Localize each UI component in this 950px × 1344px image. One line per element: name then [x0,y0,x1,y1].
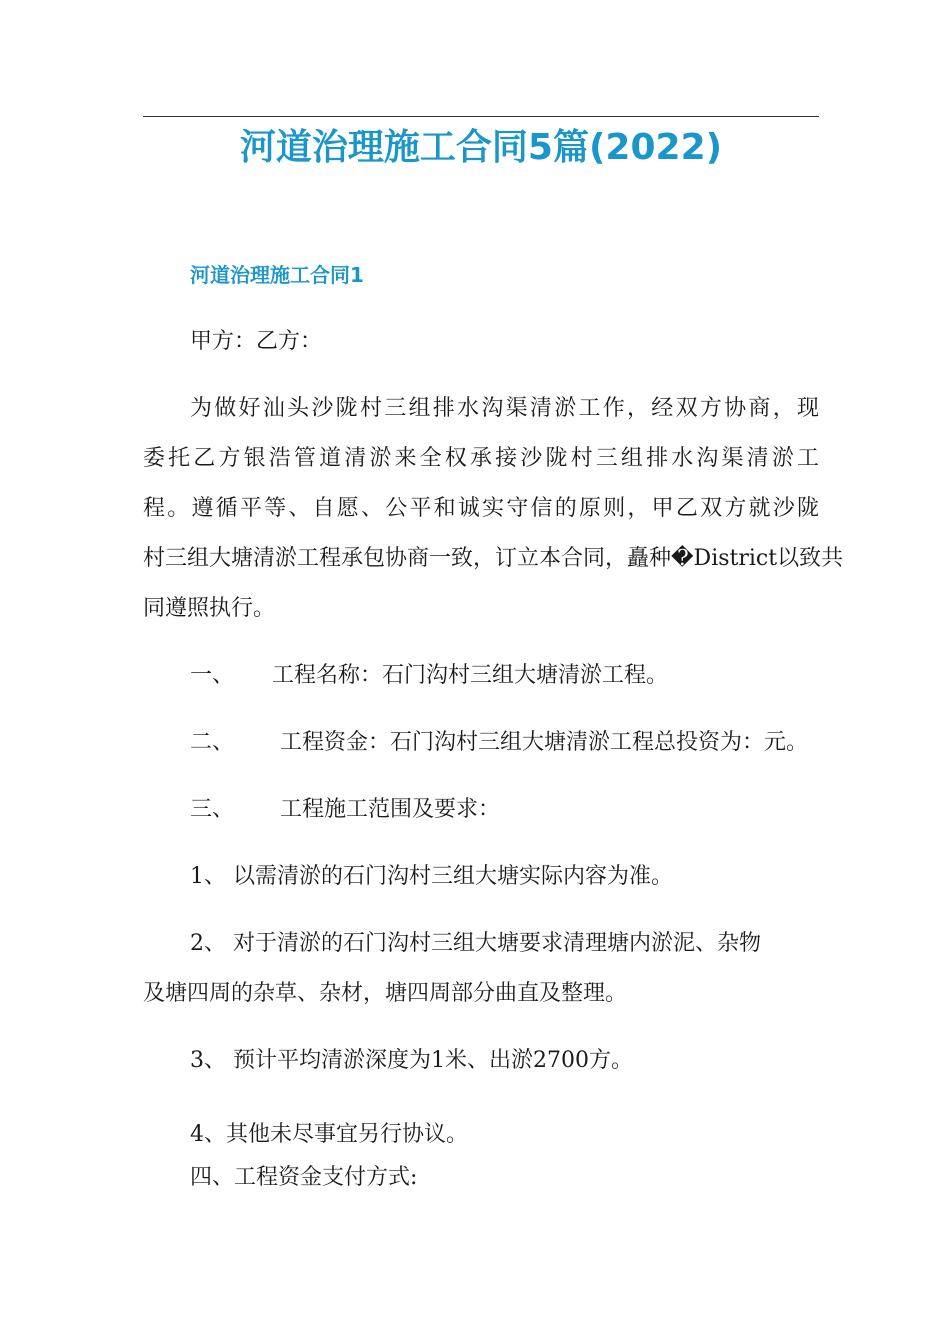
item-2-line-2: 及塘四周的杂草、杂材，塘四周部分曲直及整理。 [143,981,628,1006]
parties-line: 甲方：乙方： [190,329,323,354]
clause-1-text: 工程名称：石门沟村三组大塘清淤工程。 [272,663,669,688]
item-4: 4、其他未尽事宜另行协议。 [190,1122,468,1147]
intro-line-3: 程。遵循平等、自愿、公平和诚实守信的原则，甲乙双方就沙陇 [143,496,819,521]
intro-line-1: 为做好汕头沙陇村三组排水沟渠清淤工作，经双方协商，现 [190,396,819,421]
intro-line-5: 同遵照执行。 [143,596,276,621]
clause-1 [190,661,668,691]
section-heading: 河道治理施工合同1 [190,263,364,287]
clause-2 [190,728,808,758]
item-2-line-1: 2、 对于清淤的石门沟村三组大塘要求清理塘内淤泥、杂物 [190,931,761,956]
clause-1-number: 一、 [190,663,235,688]
clause-2-number: 二、 [190,730,235,755]
intro-line-2: 委托乙方银浩管道清淤来全权承接沙陇村三组排水沟渠清淤工 [143,446,819,471]
clause-4: 四、工程资金支付方式: [190,1165,418,1190]
clause-3-number: 三、 [190,797,235,822]
clause-3-text: 工程施工范围及要求： [280,797,501,822]
clause-3 [190,795,500,825]
title-top-rule [143,116,819,117]
clause-2-text: 工程资金：石门沟村三组大塘清淤工程总投资为：元。 [280,730,809,755]
document-title: 河道治理施工合同5篇(2022) [239,127,723,168]
item-1: 1、 以需清淤的石门沟村三组大塘实际内容为准。 [190,864,673,889]
intro-line-4: 村三组大塘清淤工程承包协商一致，订立本合同，矗种�District以致共 [143,546,844,571]
item-3: 3、 预计平均清淤深度为1米、出淤2700方。 [190,1048,633,1073]
